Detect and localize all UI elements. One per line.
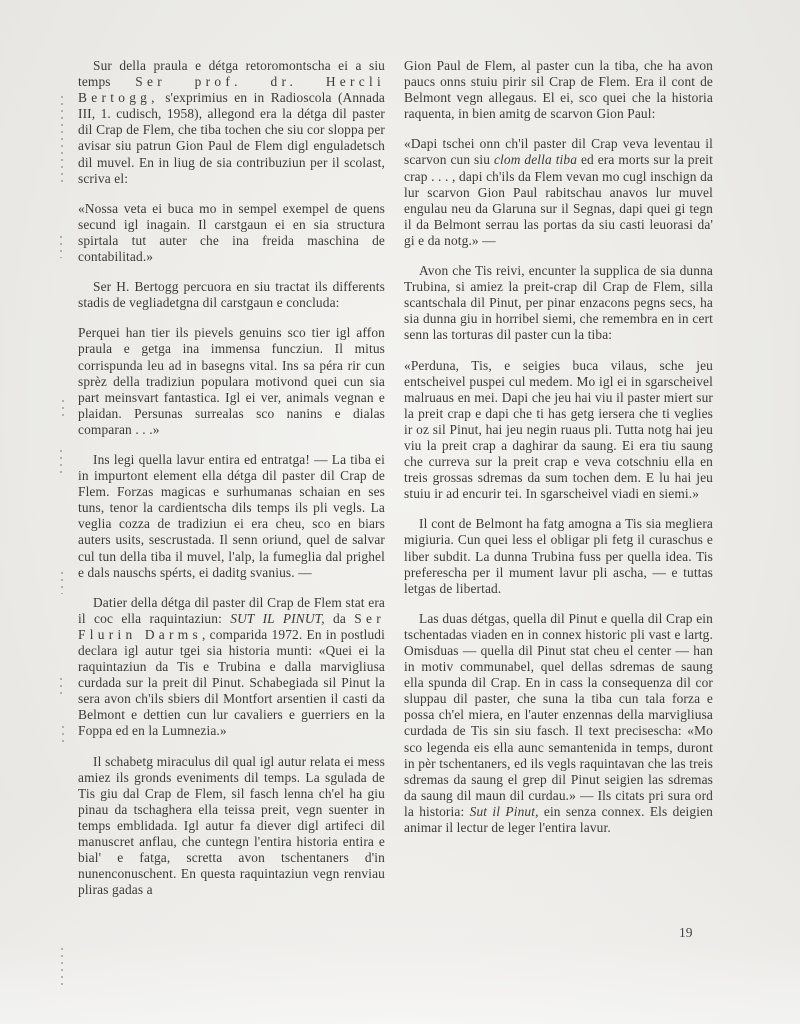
text-run: ed era morts sur la preit crap . . . , dapi ch'ils da Flem vevan mo cugl inschign da lur scarvon Gion Paul rabitschau anavos lur muvel engulau neu da Glaruna sur il Segnas, dapi quei gi tegn il da Belmont serrau las portas da siu casti leuorasi da' gi e da notg.» — (404, 152, 714, 248)
text-run: Il cont de Belmont ha fatg amogna a Tis sia megliera migiuria. Cun quei less el obligar pli fetg il curaschus e liber subdit. La dunna Trubina fuss per quella idea. Tis preferescha per il mument lavur pli ascha, — e tuttas letgas de libertad. (404, 516, 713, 596)
text-column-left (78, 58, 385, 898)
paragraph (78, 58, 385, 187)
scan-artifact (60, 450, 62, 476)
paragraph (78, 201, 385, 265)
text-run: , comparida 1972. En in postludi declara igl autur tgei sia historia munti: «Quei ei la raquintaziun da Tis e Trubina e dalla marvigliusa curdada sur la preit dil Pinut. Schabegiada sil Pinut la sera avon ch'ils sbiers dil Montfort arsentien il casti da Belmont e dettien cun lur cavaliers e guerriers en la Foppa ed en la Lumnezia.» (78, 626, 385, 739)
text-run: «Perduna, Tis, e seigies buca vilaus, sche jeu entscheivel puspei cul medem. Mo igl ei in sgarscheivel malruaus en mei. Dapi che jeu hai viu il paster miert sur la preit crap e dapi che ti has getg iersera che ti veglies ir oz sil Pinut, hai jeu negin ruaus pli. Tutta notg hai jeu viu la preit crap a daghirar da saung. Ei era tiu saung che curreva sur la preit crap e veva cotschniu ella en treis grossas sdremas da sum tochen dem. E lu hai jeu stuiu ir ad encurir tei. In sgarscheivel viadi en siemi.» (404, 357, 713, 502)
text-run: «Dapi tschei onn ch'il paster dil Crap veva leventau il scarvon cun siu (404, 136, 713, 168)
paragraph (404, 136, 713, 249)
text-run: Datier della détga dil paster dil Crap de Flem stat era il coc ella raquintaziun: (78, 594, 385, 626)
letterspaced-text-run: Ser Flurin Darms (78, 610, 385, 642)
scan-artifact (62, 726, 64, 744)
paragraph (404, 58, 713, 122)
paragraph (404, 263, 713, 343)
text-run: Il schabetg miraculus dil qual igl autur relata ei mess amiez ils gronds eveniments dil temps. La sgulada de Tis giu dal Crap de Flem, sil fasch lenna ch'el ha giu pinau da tschaghera ella teissa preit, vegn suenter in temps emblidada. Igl autur fa diever digl artifeci dil manuscret anflau, che cuntegn l'entira historia entira e bial' e fatga, scretta avon tschentaners d'in nunenconuschent. En questa raquintaziun vegn renviau pliras gadas a (78, 753, 385, 898)
paragraph (78, 325, 385, 438)
text-run: s'exprimius en in Radioscola (Annada III, 1. cudisch, 1958), allegond era la détga dil paster dil Crap de Flem, che tiba tochen che siu cor sloppa per avisar siu patrun Gion Paul de Flem digl enguladetsch dil muvel. En in liug de sia contribuziun per il scolast, scriva el: (78, 90, 385, 186)
text-run: Avon che Tis reivi, encunter la supplica de sia dunna Trubina, si amiez la preit-crap dil Crap de Flem, silla scantschala dil Pinut, per pinar enzacons pegns secs, ha sia dunna giu in horribel siemi, che remembra en in cert senn las torturas dil paster cun la tiba: (404, 263, 713, 343)
text-run: Sur della praula e détga retoromontscha ei a siu temps (78, 58, 385, 90)
paragraph (404, 358, 713, 503)
text-run: Perquei han tier ils pievels genuins sco tier igl affon praula e getga ina immensa funcziun. Il mitus corrispunda leu ad in basegns vital. Ins sa péra rir cun sprèz della tradiziun populara motivond quei cun sia part meinsvart fantastica. Igl ei ver, animals vegnan e plaidan. Persunas surrealas sco nanins e dialas comparan . . .» (78, 325, 385, 437)
italic-text-run: clom della tiba (493, 152, 578, 168)
paragraph (78, 279, 385, 311)
text-run: , ein senza connex. Els deigien animar il lectur de leger l'entira lavur. (404, 803, 713, 836)
scan-artifact (61, 96, 63, 182)
paragraph (404, 611, 713, 836)
letterspaced-text-run: Ser prof. dr. Hercli Bertogg, (78, 74, 386, 106)
text-run: «Nossa veta ei buca mo in sempel exempel de quens secund igl inagain. Il carstgaun ei en sia structura spirtala tut auter che ina freida maschina de contabilitad.» (78, 200, 385, 265)
text-column-right (404, 58, 713, 836)
text-run: Gion Paul de Flem, al paster cun la tiba, che ha avon paucs onns stuiu pirir sil Crap de Flem. Era il cont de Belmont vegn allegaus. El ei, sco quei che la historia raquenta, in bien amitg de scarvon Gion Paul: (404, 58, 713, 122)
text-run: Las duas détgas, quella dil Pinut e quella dil Crap ein tschentadas viaden en in connex historic pli vast e lartg. Omisduas — quella dil Pinut stat cheu el center — han in motiv communabel, quel dellas sdremas de saung ella spunda dil Crap. En in cass la consequenza dil cor sluppau dil paster, che suna la tiba cun tala forza e possa ch'el miera, en l'auter enzennas della marvigliusa curdada de Tis sin siu fasch. Il text precisescha: «Mo sco legenda eis ella aunc semantenida in temps, duront in pèr tschentaners, ed ils vegls raquintavan che las treis sdremas da saung el grep dil Pinut seigien las sdremas da saung dil maun dil curdau.» — Ils citats pri sura ord la historia: (404, 610, 713, 819)
scan-artifact (62, 400, 64, 420)
italic-text-run: SUT IL PINUT, (230, 610, 325, 626)
scan-artifact (60, 236, 62, 258)
text-run: Ser H. Bertogg percuora en siu tractat ils differents stadis de vegliadetgna dil carstgaun e concluda: (78, 279, 385, 311)
paragraph (404, 516, 713, 596)
page-number: 19 (679, 925, 693, 940)
text-run: da (324, 610, 355, 626)
paragraph (78, 452, 385, 581)
text-run: Ins legi quella lavur entira ed entratga! — La tiba ei in impurtont element ella détga dil paster dil Crap de Flem. Forzas magicas e surhumanas schaian en ses tuns, tenor la cardientscha dils temps ils pli vegls. La veglia cozza de tradiziun ei era cheu, sco en biars auters usits, sescrustada. Il senn oriund, quel de salvar cul tun della tiba il muvel, l'alp, la fumeglia dal prighel e dals nauschs spérts, ei daditg svanius. — (78, 451, 385, 580)
paragraph (78, 754, 385, 899)
scan-artifact (61, 948, 63, 988)
scan-artifact (60, 678, 62, 698)
scan-artifact (61, 572, 63, 594)
paragraph (78, 595, 385, 740)
italic-text-run: Sut il Pinut (469, 803, 536, 819)
